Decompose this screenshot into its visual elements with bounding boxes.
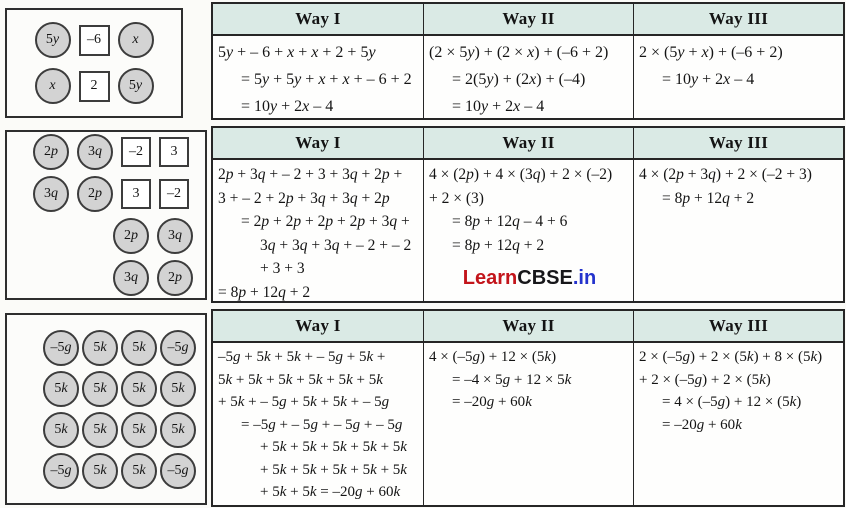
math-line: 5k + 5k + 5k + 5k + 5k + 5k (218, 371, 383, 388)
math-line: 2p + 3q + – 2 + 3 + 3q + 2p + (218, 166, 403, 183)
math-line: = 2(5y) + (2x) + (–4) (452, 71, 586, 88)
shape-row (7, 412, 205, 448)
circle-token: 5 k (82, 453, 118, 489)
shape-row (7, 68, 181, 104)
way1-cell (213, 36, 423, 118)
section-1 (0, 2, 845, 120)
math-line: = 2p + 2p + 2p + 2p + 3q + (241, 213, 410, 230)
circle-token: 5 k (121, 330, 157, 366)
shape-row (7, 330, 205, 366)
circle-token: –5 g (43, 330, 79, 366)
math-line: = 5y + 5y + x + x + – 6 + 2 (241, 71, 412, 88)
circle-token: –5 g (160, 453, 196, 489)
math-line: = –5g + – 5g + – 5g + – 5g (241, 416, 403, 433)
math-line: = –4 × 5g + 12 × 5k (452, 371, 572, 388)
section-3-left-column (0, 309, 211, 507)
circle-token: 3 q (157, 218, 193, 254)
logo-suffix-text: .in (572, 267, 597, 289)
math-line: 2 × (–5g) + 2 × (5k) + 8 × (5k) (639, 349, 823, 365)
square-token: –2 (159, 179, 189, 209)
math-line: = 10y + 2x – 4 (662, 71, 755, 88)
way2-header: Way II (423, 128, 633, 160)
ways-table (211, 2, 845, 120)
math-line: = 10y + 2x – 4 (452, 98, 545, 115)
circle-token: 5 k (43, 412, 79, 448)
way3-cell (633, 343, 843, 505)
math-line: 4 × (2p) + 4 × (3q) + 2 × (–2) (429, 166, 613, 183)
circle-token: 5 y (35, 22, 71, 58)
logo-learn-text: Learn (462, 267, 518, 289)
math-line: = 8p + 12q + 2 (218, 283, 311, 301)
circle-token: 5 k (121, 453, 157, 489)
way3-header: Way III (633, 311, 843, 343)
math-line: = 4 × (–5g) + 12 × (5k) (662, 394, 802, 410)
math-line: –5g + 5k + 5k + – 5g + 5k + (218, 349, 386, 365)
way2-cell (423, 36, 633, 118)
shape-row (7, 176, 205, 212)
circle-token: 5 k (82, 330, 118, 366)
learncbse-logo (429, 267, 630, 290)
math-line: 3q + 3q + 3q + – 2 + – 2 (260, 236, 412, 254)
way1-header: Way I (213, 311, 423, 343)
way3-header: Way III (633, 128, 843, 160)
way3-cell (633, 36, 843, 118)
math-line: = –20g + 60k (452, 394, 532, 410)
math-line: + 2 × (–5g) + 2 × (5k) (639, 371, 771, 388)
ways-table (211, 126, 845, 303)
math-line: 2 × (5y + x) + (–6 + 2) (639, 44, 783, 61)
shape-row (7, 218, 205, 254)
way1-cell (213, 343, 423, 505)
math-line: + 5k + 5k + 5k + 5k + 5k (260, 439, 407, 455)
way1-header: Way I (213, 128, 423, 160)
math-line: + 5k + – 5g + 5k + 5k + – 5g (218, 394, 390, 410)
square-token: –2 (121, 137, 151, 167)
math-line: = –20g + 60k (662, 416, 742, 433)
shape-row (7, 260, 205, 296)
math-line: = 8p + 12q + 2 (662, 189, 755, 207)
circle-token: 5 k (121, 371, 157, 407)
way2-header: Way II (423, 311, 633, 343)
logo-cbse-text: CBSE (517, 267, 573, 289)
circle-token: 2 p (77, 176, 113, 212)
square-token: –6 (79, 25, 110, 56)
circle-token: x (35, 68, 71, 104)
circle-token: 5 k (121, 412, 157, 448)
shape-row (7, 371, 205, 407)
circle-token: 5 k (82, 371, 118, 407)
way2-header: Way II (423, 4, 633, 36)
circle-token: 3 q (77, 134, 113, 170)
way3-header: Way III (633, 4, 843, 36)
square-token: 2 (79, 71, 110, 102)
circle-token: 5 y (118, 68, 154, 104)
circle-token: 5 k (82, 412, 118, 448)
circle-token: 3 q (113, 260, 149, 296)
section-1-left-column (0, 2, 211, 120)
way2-cell (423, 343, 633, 505)
section-3 (0, 309, 845, 507)
shapes-panel (5, 313, 207, 505)
square-token: 3 (121, 179, 151, 209)
math-line: + 5k + 5k = –20g + 60k (260, 484, 401, 500)
math-line: (2 × 5y) + (2 × x) + (–6 + 2) (429, 44, 609, 61)
shapes-panel (5, 130, 207, 300)
section-2-left-column (0, 126, 211, 303)
circle-token: 2 p (157, 260, 193, 296)
circle-token: 3 q (33, 176, 69, 212)
ways-table (211, 309, 845, 507)
way2-cell (423, 160, 633, 301)
circle-token: 5 k (160, 412, 196, 448)
circle-token: –5 g (43, 453, 79, 489)
shape-row (7, 22, 181, 58)
math-line: + 3 + 3 (260, 260, 305, 277)
math-line: = 8p + 12q – 4 + 6 (452, 213, 568, 230)
circle-token: 2 p (113, 218, 149, 254)
math-line: 5y + – 6 + x + x + 2 + 5y (218, 44, 376, 61)
shape-row (7, 134, 205, 170)
math-line: 3 + – 2 + 2p + 3q + 3q + 2p (218, 189, 390, 207)
math-line: = 10y + 2x – 4 (241, 98, 334, 115)
way3-cell (633, 160, 843, 301)
circle-token: –5 g (160, 330, 196, 366)
section-2 (0, 126, 845, 303)
math-line: + 5k + 5k + 5k + 5k + 5k (260, 461, 407, 478)
circle-token: 2 p (33, 134, 69, 170)
math-line: 4 × (–5g) + 12 × (5k) (429, 349, 557, 365)
math-line: = 8p + 12q + 2 (452, 236, 545, 254)
shapes-panel (5, 8, 183, 118)
circle-token: 5 k (160, 371, 196, 407)
shape-row (7, 453, 205, 489)
math-line: + 2 × (3) (429, 189, 484, 207)
math-line: 4 × (2p + 3q) + 2 × (–2 + 3) (639, 166, 812, 183)
circle-token: 5 k (43, 371, 79, 407)
way1-header: Way I (213, 4, 423, 36)
square-token: 3 (159, 137, 189, 167)
way1-cell (213, 160, 423, 301)
circle-token: x (118, 22, 154, 58)
